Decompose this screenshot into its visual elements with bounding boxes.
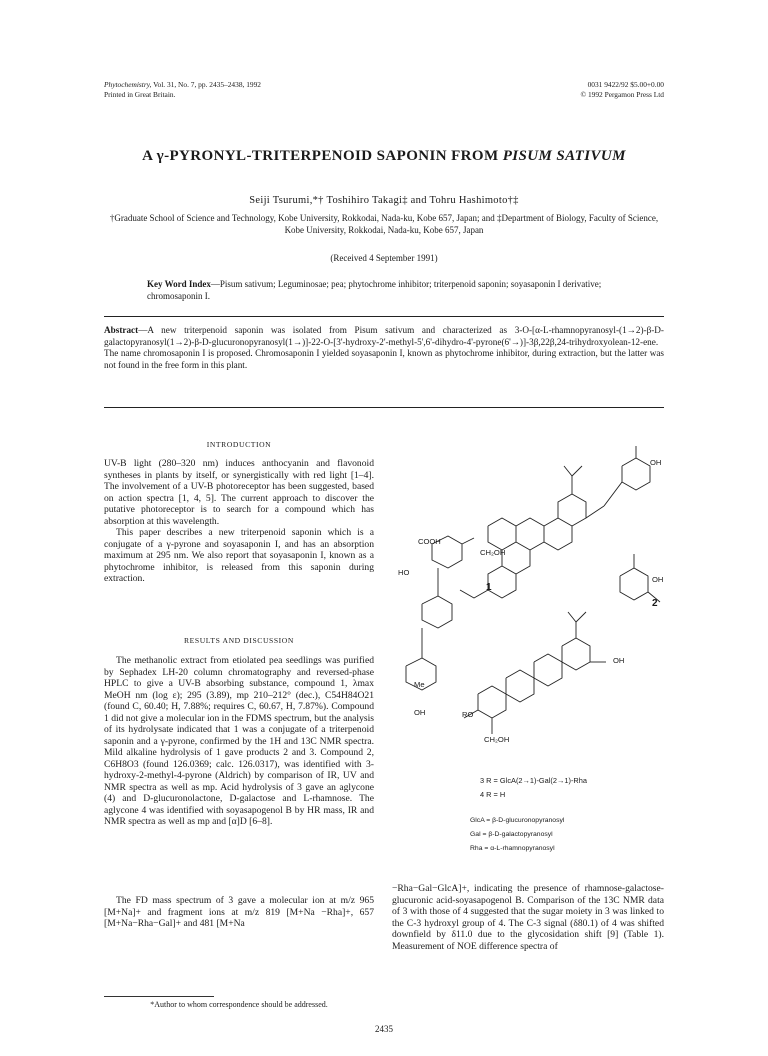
- right-column-text: −Rha−Gal−GlcA]+, indicating the presence of rhamnose-galactose-glucuronic acid-soyasapogenol B. Comparison of the 13C NMR data of 3 with those of 4 suggested that the sugar moiety in 3 was linked to the C-3 hydroxyl group of 4. The C-3 signal (δ80.1) of 4 was shifted downfield by δ11.0 due to the glycosidation shift [9] (Table 1). Measurement of NOE difference spectra of: [392, 883, 664, 952]
- journal-name: Phytochemistry,: [104, 80, 152, 89]
- paper-title: [60, 148, 708, 165]
- abstract-label: Abstract: [104, 325, 139, 335]
- oh-label-1: OH: [650, 458, 662, 467]
- abstract-text: —A new triterpenoid saponin was isolated from Pisum sativum and characterized as 3-O-[α-L-rhamnopyranosyl-(1→2)-β-D-galactopyranosyl(1→2)-β-D-glucuronopyranosyl(1→)]-22-O-[3'-hydroxy-2'-methyl-5',6'-dihydro-4'-pyrone(6'→)]-3β,22β,24-trihydroxyolean-12-ene. The name chromosaponin I is proposed. Chromosaponin I yielded soyasaponin I, known as phytochrome inhibitor, during extraction, but the latter was not found in the free form in this plant.: [104, 325, 664, 370]
- ch2oh-label-3: CH₂OH: [484, 735, 510, 744]
- me-label: Me: [414, 680, 425, 689]
- legend-glca: GlcA = β-D-glucuronopyranosyl: [470, 817, 565, 824]
- title-main: A γ-PYRONYL-TRITERPENOID SAPONIN FROM: [142, 148, 503, 164]
- title-species: PISUM SATIVUM: [502, 148, 626, 164]
- introduction-text-1: UV-B light (280–320 nm) induces anthocyanin and flavonoid syntheses in plants by itself, or synergistically with red light [1–4]. The involvement of a UV-B photoreceptor has been suggested, based on action spectra [1, 4, 5]. The current approach to discover the putative photoreceptor is to search for a compound which has absorption at this wavelength.: [104, 458, 374, 527]
- compound-2-label: 2: [652, 598, 658, 609]
- oh-label-2: OH: [652, 575, 664, 584]
- legend-gal: Gal = β-D-galactopyranosyl: [470, 831, 553, 838]
- authors: Seiji Tsurumi,*† Toshihiro Takagi‡ and Tohru Hashimoto†‡: [249, 195, 519, 206]
- affiliation: †Graduate School of Science and Technology, Kobe University, Rokkodai, Nada-ku, Kobe 657, Japan; and ‡Department of Biology, Faculty of Science, Kobe University, Rokkodai, Nada-ku, Kobe 657, Japan: [109, 213, 659, 235]
- compound-1-label: 1: [486, 582, 492, 593]
- introduction-heading: INTRODUCTION: [206, 440, 272, 449]
- legend-compound-4: 4 R = H: [480, 790, 506, 799]
- oh-oh-label: OH: [414, 708, 426, 717]
- introduction-text-2: This paper describes a new triterpenoid saponin which is a conjugate of a γ-pyrone and soyasaponin I, and has an absorption maximum at 295 nm. We also report that soyasaponin I, known as a phytochrome inhibitor, is released from this saponin during extraction.: [104, 527, 374, 584]
- received-date: (Received 4 September 1991): [330, 253, 438, 263]
- abstract: [104, 325, 664, 371]
- ho-label-1: HO: [398, 568, 410, 577]
- copyright: © 1992 Pergamon Press Ltd: [580, 89, 664, 99]
- page-number: 2435: [375, 1024, 393, 1034]
- keywords: [147, 279, 627, 302]
- compound-1-sugars: [406, 536, 474, 690]
- printed-in: Printed in Great Britain.: [104, 89, 176, 99]
- footnote-rule: [104, 996, 214, 997]
- results-heading: RESULTS AND DISCUSSION: [184, 636, 294, 645]
- journal-header-left: [104, 80, 261, 99]
- oh-label-3: OH: [613, 656, 625, 665]
- cooh-label: COOH: [418, 537, 441, 546]
- journal-citation: Vol. 31, No. 7, pp. 2435–2438, 1992: [153, 80, 261, 89]
- keywords-text: —Pisum sativum; Leguminosae; pea; phytochrome inhibitor; triterpenoid saponin; soyasaponin I derivative; chromosaponin I.: [147, 279, 602, 301]
- keywords-label: Key Word Index: [147, 279, 211, 289]
- introduction-paragraph: [104, 458, 374, 585]
- legend-rha: Rha = α-L-rhamnopyranosyl: [470, 845, 555, 852]
- ch2oh-label-1: CH₂OH: [480, 548, 506, 557]
- rule-top: [104, 316, 664, 317]
- results-paragraph-1: The methanolic extract from etiolated pea seedlings was purified by Sephadex LH-20 column chromatography and reversed-phase HPLC to give a UV-B absorbing substance, compound 1, λmax MeOH nm (log ε); 295 (3.89), mp 210–212° (dec.), C54H84O21 (found C, 60.40; H, 7.88%; requires C, 60.67, H, 7.87%). Compound 1 did not give a molecular ion in the FDMS spectrum, but the analysis of its hydrolysate indicated that 1 was a conjugate of a triterpenoid saponin and a γ-pyrone, confirmed by the 1H and 13C NMR spectra. Mild alkaline hydrolysis of 1 gave products 2 and 3. Compound 2, C6H8O3 (found 126.0369; calc. 126.0317), was identified with 3-hydroxy-2-methyl-4-pyrone (Aldrich) by comparison of IR, UV and NMR spectra as well as mp. Acid hydrolysis of 3 gave an aglycone (4) and D-glucuronolactone, D-galactose and L-rhamnose. The aglycone 4 was identified with soyasapogenol B by HR mass, IR and NMR spectra as well as mp and [α]D [6–8].: [104, 655, 374, 827]
- footnote: *Author to whom correspondence should be addressed.: [150, 1000, 328, 1009]
- results-paragraph-2: The FD mass spectrum of 3 gave a molecular ion at m/z 965 [M+Na]+ and fragment ions at m/z 819 [M+Na −Rha]+, 657 [M+Na−Rha−Gal]+ and 481 [M+Na: [104, 895, 374, 929]
- rule-bottom: [104, 407, 664, 408]
- legend-compound-3: 3 R = GlcA(2→1)-Gal(2→1)-Rha: [480, 776, 587, 785]
- ro-label: RO: [462, 710, 474, 719]
- issn: 0031 9422/92 $5.00+0.00: [587, 80, 664, 89]
- journal-header-right: [581, 80, 665, 99]
- chemical-structures: [392, 436, 664, 796]
- compound-3-skeleton: [464, 612, 606, 734]
